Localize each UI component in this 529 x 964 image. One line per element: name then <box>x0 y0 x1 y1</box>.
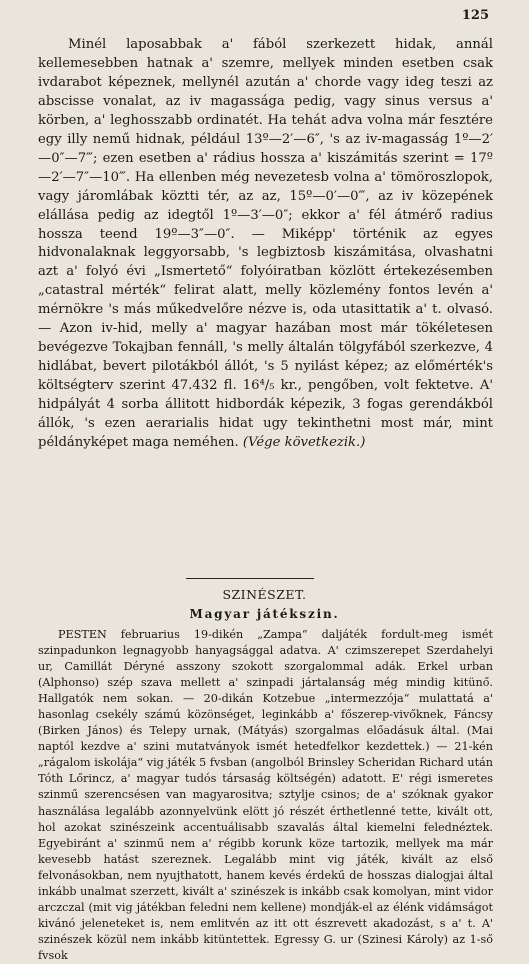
theater-review-paragraph: PESTEN februarius 19-dikén „Zampa“ daljáték fordult-meg ismét szinpadunkon legnagyobb hanyagsággal adatva. A' czimszerepet Szerdahelyi ur, Camillát Déryné asszony szokott szorgalommal adák. Erkel urban (Alphonso) szép szava mellett a' szinpadi jártalanság még mindig kitünő. Hallgatók nem sokan. — 20-dikán Kotzebue „intermezzója“ mulattatá a' hasonlag csekély számú közönséget, leginkább a' főszerep-vivőknek, Fáncsy (Birken János) és Telepy urnak, (Mátyás) szorgalmas előadásuk által. (Mai naptól kezdve a' szini mutatványok ismét hetedfelkor kezdettek.) — 21-kén „rágalom iskolája“ vig játék 5 fvsban (angolból Brinsley Scheridan Richard után Tóth Lőrincz, a' magyar tudós társaság költségén) adatott. E' régi ismeretes szinmű szerencsésen van magyarositva; sztylje csinos; de a' szóknak gyakor használása legalább azonnyelvünk elött jó részét érthetlenné tette, kivált ott, hol azokat szinészeink accentuálisabb szavalás által kiemelni felednéztek. Egyebiránt a' szinmű nem a' régibb korunk köze tartozik, mellyek ma már kevesebb hatást szereznek. Legalább mint vig játék, kivált az első felvonásokban, nem nyujthatott, hanem kevés érdekű de hosszas dialogjai által inkább unalmat szerzett, kivált a' szinészek is inkább csak komolyan, mint vidor arczczal (mit vig játékban feledni nem kellene) mondják-el az élénk vidámságot kivánó jeleneteket is, nem emlitvén az itt ott észrevett akadozást, s a' t. A' szinészek közül nem inkább kitüntettek. Egressy G. ur (Szinesi Károly) az 1-ső fvsok <box>38 628 493 962</box>
to-be-continued-note: (Vége következik.) <box>242 435 366 451</box>
section-divider <box>186 578 314 579</box>
article-paragraph-text: Minél laposabbak a' fából szerkezett hidak, annál kellemesebben hatnak a' szemre, mellyek minden esetben csak ivdarabot képeznek, mellynél azután a' chorde vagy ideg teszi az abscisse vonalat, az iv magassága pedig, vagy sinus versus a' körben, a' leghosszabb ordinatét. Ha tehát adva volna már fesztére egy illy nemű hidnak, például 13º—2′—6″, 's az iv-magasság 1º—2′—0″—7‴; ezen esetben a' rádius hossza a' kiszámitás szerint = 17º—2′—7″—10‴. Ha ellenben még nevezetesb volna a' tömöroszlopok, vagy járomlábak köztti tér, az az, 15º—0′—0‴, az iv közepének elállása pedig az idegtől 1º—3′—0″; ekkor a' fél átmérő radius hossza teend 19º—3″—0″. — Miképp' történik az egyes hidvonalaknak leggyorsabb, 's legbiztosb kiszámitása, olvashatni azt a' folyó évi „Ismertető“ folyóiratban közlött értekezésemben „catastral mérték“ felirat alatt, melly közlemény fontos levén a' mérnökre 's más műkedvelőre nézve is, oda utasittatik a' t. olvasó. — Azon iv-hid, melly a' magyar hazában most már tökéletesen bevégezve Tokajban fennáll, 's melly általán tölgyfából szerkezve, 4 hidlábat, bevert pilotákból állót, 's 5 nyilást képez; az előmérték's költségterv szerint 47.432 fl. 16⁴/₅ kr., pengőben, volt fektetve. A' hidpályát 4 sorba állitott hidbordák képezik, 3 fogas gerendákból állók, 's ezen aerarialis hidat ugy tekinthetni most már, mint példányképet maga neméhen. <box>38 37 493 451</box>
page-number: 125 <box>461 8 489 23</box>
section-subtitle: Magyar játékszin. <box>189 607 340 621</box>
article-paragraph <box>38 36 493 453</box>
section-title: SZINÉSZET. <box>222 587 307 602</box>
